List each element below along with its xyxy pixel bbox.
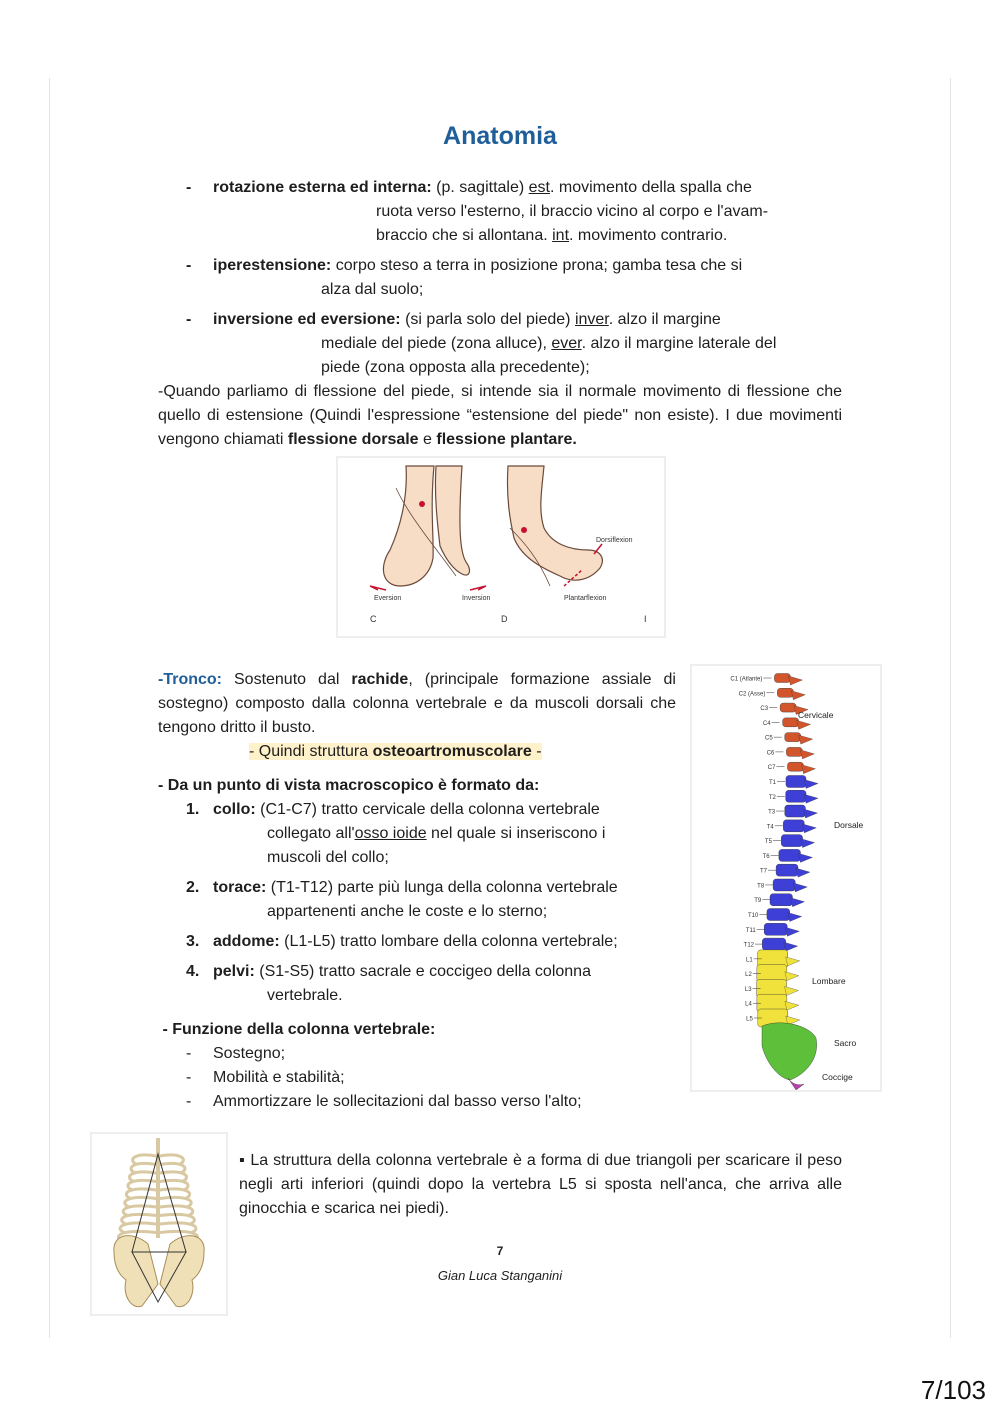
label-dorsiflexion: Dorsiflexion bbox=[596, 537, 633, 544]
text-line: appartenenti anche le coste e lo sterno; bbox=[267, 903, 548, 920]
vertebra-c6 bbox=[786, 747, 802, 756]
abbr: int bbox=[552, 227, 570, 244]
vertebra-label: T1 bbox=[768, 779, 776, 786]
spinous-process bbox=[788, 676, 802, 685]
vertebra-label: C2 (Asse) bbox=[738, 691, 766, 698]
vertebra-c5 bbox=[785, 733, 801, 742]
term-label: addome: bbox=[213, 933, 280, 950]
region-label-sacro: Sacro bbox=[834, 1038, 857, 1048]
spinous-process bbox=[801, 839, 815, 848]
text: (C1-C7) tratto cervicale della colonna vertebrale bbox=[255, 801, 600, 818]
vertebra-t6 bbox=[779, 849, 801, 861]
underlined-term: osso ioide bbox=[354, 825, 427, 842]
vertebra-label: C4 bbox=[762, 720, 771, 727]
spinous-process bbox=[785, 927, 799, 936]
spinous-process bbox=[791, 691, 805, 700]
vertebra-label: T6 bbox=[762, 853, 770, 860]
bold-term: flessione dorsale bbox=[287, 431, 419, 448]
panel-label-c: C bbox=[370, 614, 377, 624]
text-line: piede (zona opposta alla precedente); bbox=[321, 359, 590, 376]
highlighted-text bbox=[249, 743, 542, 760]
marker-dot bbox=[521, 527, 527, 533]
text: braccio che si allontana. bbox=[376, 227, 553, 244]
text-line: vertebrale. bbox=[267, 987, 343, 1004]
vertebra-t4 bbox=[783, 820, 804, 832]
page-number: 7 bbox=[496, 1244, 504, 1258]
panel-label-i: I bbox=[644, 614, 647, 624]
spinous-process bbox=[801, 765, 815, 774]
bold-term: rachide bbox=[351, 671, 409, 688]
spinous-process bbox=[802, 824, 816, 833]
vertebra-c1 bbox=[774, 674, 790, 683]
text: mediale del piede (zona alluce), bbox=[321, 335, 552, 352]
vertebral-column-illustration bbox=[692, 666, 880, 1090]
text: . movimento contrario. bbox=[569, 227, 728, 244]
spinous-process bbox=[800, 750, 814, 759]
region-label-lombare: Lombare bbox=[812, 976, 846, 986]
vertebra-t7 bbox=[776, 864, 798, 876]
region-label-cervicale: Cervicale bbox=[798, 710, 834, 720]
section-label-trunk: -Tronco: bbox=[158, 671, 222, 688]
vertebra-label: T12 bbox=[743, 942, 755, 949]
vertebra-label: C5 bbox=[765, 735, 773, 742]
page-counter: 7/103 bbox=[920, 1375, 986, 1405]
vertebra-label: C3 bbox=[760, 706, 769, 713]
vertebra-t9 bbox=[770, 894, 793, 906]
bullet-dash: - bbox=[186, 257, 192, 274]
bold-term: flessione plantare. bbox=[436, 431, 577, 448]
spinous-process bbox=[790, 898, 804, 907]
bullet-dash: - bbox=[186, 311, 192, 328]
abbr: ever bbox=[551, 335, 582, 352]
spine-pelvis-illustration bbox=[92, 1134, 226, 1314]
vertebra-t11 bbox=[764, 923, 787, 935]
term-label: inversione ed eversione: bbox=[213, 311, 401, 328]
list-number: 1. bbox=[186, 801, 200, 818]
text: collegato all' bbox=[267, 825, 355, 842]
list-number: 2. bbox=[186, 879, 200, 896]
vertebra-label: T9 bbox=[754, 898, 762, 905]
highlight-line bbox=[249, 740, 542, 764]
spinous-process bbox=[788, 913, 802, 922]
text-line: muscoli del collo; bbox=[267, 849, 389, 866]
text: . alzo il margine bbox=[608, 311, 721, 328]
vertebra-c7 bbox=[787, 762, 803, 771]
vertebra-label: T11 bbox=[745, 927, 756, 934]
foot-movement-figure bbox=[336, 456, 666, 638]
list-item: Sostegno; bbox=[213, 1045, 286, 1062]
spinous-process bbox=[796, 868, 810, 877]
list-number: 3. bbox=[186, 933, 200, 950]
vertebra-t2 bbox=[786, 790, 806, 802]
text-line bbox=[376, 224, 727, 248]
pelvis-triangle-figure bbox=[90, 1132, 228, 1316]
triangle-note bbox=[239, 1149, 842, 1221]
movement-item-inversion bbox=[213, 308, 853, 332]
text: (L1-L5) tratto lombare della colonna vertebrale; bbox=[279, 933, 618, 950]
text-line: ruota verso l'esterno, il braccio vicino al corpo e l'avam- bbox=[376, 203, 769, 220]
spinous-process bbox=[804, 794, 818, 803]
trunk-paragraph bbox=[158, 668, 676, 740]
text: Sostenuto dal bbox=[222, 671, 352, 688]
movement-item-rotation bbox=[213, 176, 853, 200]
right-margin-line bbox=[950, 78, 951, 1338]
text: -Quando parliamo di flessione del piede, si intende sia il normale movimento di flessione che quello di estensione (Quindi l'espressione “estensione del piede" non esiste). I due movimenti vengono chiamati bbox=[158, 383, 842, 448]
bullet-dash: - bbox=[186, 1045, 192, 1062]
spinous-process bbox=[797, 720, 811, 729]
term-label: collo: bbox=[213, 801, 256, 818]
vertebra-t1 bbox=[786, 775, 806, 787]
panel-label-d: D bbox=[501, 614, 508, 624]
bullet-dash: - bbox=[186, 1093, 192, 1110]
function-heading bbox=[158, 1018, 435, 1042]
label-eversion: Eversion bbox=[374, 595, 402, 602]
vertebra-label: T3 bbox=[768, 809, 776, 816]
vertebra-t5 bbox=[781, 835, 802, 847]
vertebra-c3 bbox=[780, 703, 796, 712]
vertebra-label: L3 bbox=[744, 986, 752, 993]
list-item-pelvis bbox=[213, 960, 591, 984]
label-inversion: Inversion bbox=[462, 595, 491, 602]
macro-heading bbox=[158, 774, 539, 798]
spinous-process bbox=[785, 986, 799, 995]
text: , (principale formazione assiale di sostegno) composto dalla colonna vertebrale e da muscoli dorsali che tengono dritto il busto. bbox=[158, 671, 676, 736]
vertebra-label: L4 bbox=[745, 1001, 752, 1008]
vertebra-t3 bbox=[785, 805, 806, 817]
text: (T1-T12) parte più lunga della colonna vertebrale bbox=[266, 879, 618, 896]
left-margin-line bbox=[49, 78, 50, 1338]
vertebra-label: T10 bbox=[747, 913, 759, 920]
list-item-neck bbox=[213, 798, 600, 822]
movement-item-hyperextension bbox=[213, 254, 853, 278]
term-label: rotazione esterna ed interna: bbox=[213, 179, 432, 196]
text: La struttura della colonna vertebrale è a forma di due triangoli per scaricare il peso negli arti inferiori (quindi dopo la vertebra L5 si sposta nell'anca, che arriva alle ginocchia e scarica nei piedi). bbox=[239, 1152, 842, 1217]
text: (S1-S5) tratto sacrale e coccigeo della colonna bbox=[254, 963, 591, 980]
text: nel quale si inseriscono i bbox=[426, 825, 606, 842]
spinous-process bbox=[793, 883, 807, 892]
vertebra-c4 bbox=[783, 718, 799, 727]
vertebra-c2 bbox=[777, 688, 793, 697]
term-label: iperestensione: bbox=[213, 257, 332, 274]
vertebra-label: C6 bbox=[766, 750, 775, 757]
text-line bbox=[321, 332, 776, 356]
vertebra-t12 bbox=[762, 938, 785, 950]
vertebra-label: T5 bbox=[764, 839, 772, 846]
vertebra-label: T4 bbox=[766, 824, 774, 831]
list-number: 4. bbox=[186, 963, 200, 980]
spinous-process bbox=[804, 779, 818, 788]
author-name: Gian Luca Stanganini bbox=[437, 1268, 563, 1283]
text: corpo steso a terra in posizione prona; gamba tesa che si bbox=[331, 257, 743, 274]
text: - bbox=[531, 743, 542, 760]
vertebra-t10 bbox=[767, 909, 790, 921]
vertebra-label: T8 bbox=[757, 883, 765, 890]
square-bullet-icon: ▪ bbox=[239, 1152, 246, 1169]
spinous-process bbox=[798, 853, 812, 862]
vertebra-label: L1 bbox=[745, 957, 753, 964]
text: (si parla solo del piede) bbox=[400, 311, 575, 328]
bullet-dash: - bbox=[186, 1069, 192, 1086]
sacrum bbox=[762, 1023, 817, 1080]
vertebra-label: L2 bbox=[745, 972, 752, 979]
text: - Quindi struttura bbox=[249, 743, 373, 760]
spine-figure bbox=[690, 664, 882, 1092]
marker-dot bbox=[419, 501, 425, 507]
text: . alzo il margine laterale del bbox=[581, 335, 777, 352]
heading-text: - Funzione della colonna vertebrale: bbox=[158, 1021, 436, 1038]
vertebra-label: L5 bbox=[746, 1016, 753, 1023]
flexion-paragraph bbox=[158, 380, 842, 452]
spinous-process bbox=[786, 957, 800, 966]
bullet-dash: - bbox=[186, 179, 192, 196]
text: e bbox=[418, 431, 437, 448]
spinous-process bbox=[785, 1001, 799, 1010]
list-item: Ammortizzare le sollecitazioni dal basso verso l'alto; bbox=[213, 1093, 582, 1110]
spinous-process bbox=[785, 972, 799, 981]
bold-term: osteoartromuscolare bbox=[372, 743, 532, 760]
vertebra-t8 bbox=[773, 879, 795, 891]
vertebra-label: T7 bbox=[760, 868, 768, 875]
page-title: Anatomia bbox=[443, 122, 557, 150]
foot-illustration bbox=[338, 458, 664, 636]
label-plantarflexion: Plantarflexion bbox=[564, 595, 607, 602]
spinous-process bbox=[784, 942, 798, 951]
text: . movimento della spalla che bbox=[550, 179, 752, 196]
text-line bbox=[267, 822, 605, 846]
heading-text: - Da un punto di vista macroscopico è formato da: bbox=[158, 777, 540, 794]
text-line: alza dal suolo; bbox=[321, 281, 424, 298]
list-item: Mobilità e stabilità; bbox=[213, 1069, 345, 1086]
abbr: inver bbox=[574, 311, 609, 328]
term-label: torace: bbox=[213, 879, 267, 896]
term-label: pelvi: bbox=[213, 963, 255, 980]
region-label-coccige: Coccige bbox=[822, 1072, 853, 1082]
list-item-thorax bbox=[213, 876, 618, 900]
vertebra-label: C1 (Atlante) bbox=[730, 676, 763, 683]
vertebra-label: C7 bbox=[767, 765, 776, 772]
list-item-abdomen bbox=[213, 930, 618, 954]
spinous-process bbox=[803, 809, 817, 818]
abbr: est bbox=[528, 179, 550, 196]
text: (p. sagittale) bbox=[431, 179, 529, 196]
spinous-process bbox=[799, 735, 813, 744]
vertebra-label: T2 bbox=[768, 794, 776, 801]
region-label-dorsale: Dorsale bbox=[834, 820, 864, 830]
